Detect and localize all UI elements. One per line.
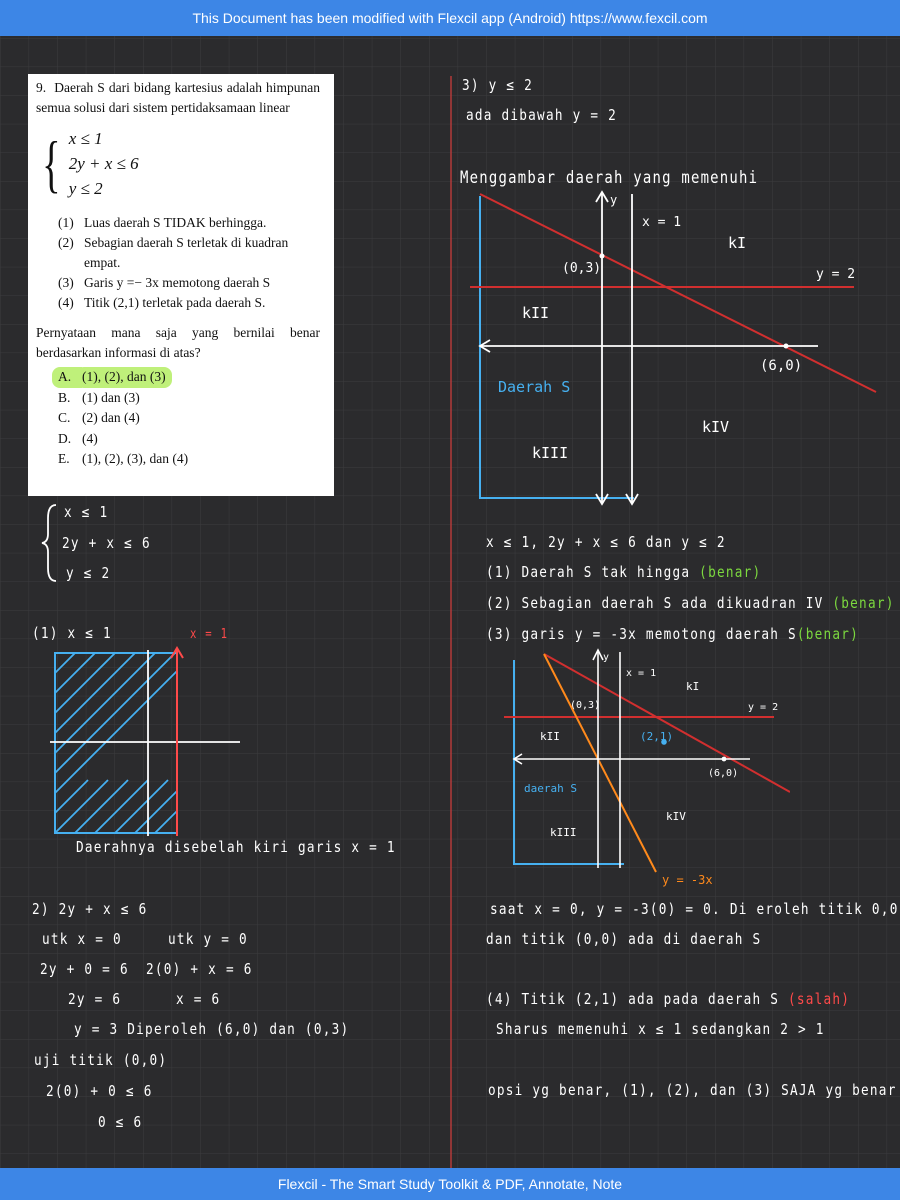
- note-s2: (2) Sebagian daerah S ada dikuadran IV (benar): [486, 594, 895, 612]
- graph-region-s: [462, 186, 882, 506]
- note-part2-h: uji titik (0,0): [34, 1051, 168, 1069]
- note-s4-detail: Sharus memenuhi x ≤ 1 sedangkan 2 > 1: [496, 1020, 825, 1038]
- label-6-0: (6,0): [760, 358, 803, 374]
- label-k4: kIV: [702, 418, 730, 436]
- point-6-0: [722, 757, 727, 762]
- note-part2-f: x = 6: [176, 990, 221, 1008]
- note-s3-detail-1: saat x = 0, y = -3(0) = 0. Di eroleh titik 0,0: [490, 900, 899, 918]
- note-part2-title: 2) 2y + x ≤ 6: [32, 900, 148, 918]
- label-region-s: Daerah S: [498, 378, 571, 396]
- bottom-banner-text: Flexcil - The Smart Study Toolkit & PDF, Annotate, Note: [277, 1176, 623, 1192]
- question-intro: 9. Daerah S dari bidang kartesius adalah himpunan semua solusi dari sistem pertidaksamaan linear: [36, 80, 321, 115]
- bottom-banner: [0, 1168, 900, 1200]
- note-part2-g: y = 3 Diperoleh (6,0) dan (0,3): [74, 1020, 350, 1038]
- label-0-3: (0,3): [570, 700, 601, 711]
- label-k1: kI: [728, 234, 747, 252]
- label-region-s: daerah S: [524, 782, 577, 795]
- verdict-s2: (benar): [832, 594, 895, 612]
- label-x-1: x = 1: [642, 215, 682, 230]
- top-banner: [0, 0, 900, 36]
- verdict-s3: (benar): [796, 625, 860, 643]
- note-s3-detail-2: dan titik (0,0) ada di daerah S: [486, 930, 762, 948]
- inequality-system: [36, 126, 320, 201]
- verdict-s1: (benar): [699, 563, 762, 581]
- label-6-0: (6,0): [708, 768, 739, 779]
- answer-options: [36, 367, 320, 470]
- note-s4: (4) Titik (2,1) ada pada daerah S (salah): [486, 990, 851, 1008]
- note-part1-title: (1) x ≤ 1: [32, 624, 112, 642]
- note-part3-sub: ada dibawah y = 2: [466, 106, 617, 124]
- option-e[interactable]: E. (1), (2), (3), dan (4): [58, 451, 189, 466]
- line-y-minus-3x: [544, 654, 656, 872]
- note-s1: (1) Daerah S tak hingga (benar): [486, 563, 762, 581]
- label-0-3: (0,3): [562, 261, 602, 276]
- note-part2-a: utk x = 0: [42, 930, 122, 948]
- note-sys-1: x ≤ 1: [64, 503, 109, 521]
- note-part1-line-label: x = 1: [190, 627, 229, 642]
- system-line-1: x ≤ 1: [68, 129, 103, 148]
- option-c[interactable]: C. (2) dan (4): [58, 410, 140, 425]
- verdict-s4: (salah): [788, 990, 851, 1008]
- note-sys-3: y ≤ 2: [66, 564, 111, 582]
- note-summary: x ≤ 1, 2y + x ≤ 6 dan y ≤ 2: [486, 533, 726, 551]
- label-k2: kII: [522, 304, 550, 322]
- note-part2-e: 2y = 6: [68, 990, 122, 1008]
- option-d[interactable]: D. (4): [58, 430, 98, 446]
- note-part2-i: 2(0) + 0 ≤ 6: [46, 1082, 153, 1100]
- label-y-minus-3x: y = -3x: [662, 873, 713, 887]
- option-b[interactable]: B. (1) dan (3): [58, 389, 140, 405]
- label-x-1: x = 1: [626, 668, 657, 679]
- note-part2-c: 2y + 0 = 6: [40, 960, 129, 978]
- question-card: [28, 74, 334, 496]
- statement-4: (4) Titik (2,1) terletak pada daerah S.: [58, 295, 266, 310]
- point-0-3: [600, 254, 605, 259]
- note-graph-title: Menggambar daerah yang memenuhi: [460, 168, 759, 188]
- top-banner-text: This Document has been modified with Flexcil app (Android) https://www.fexcil.com: [192, 10, 708, 26]
- label-2-1: (2,1): [640, 730, 674, 743]
- label-y-2: y = 2: [816, 267, 856, 282]
- label-k1: kI: [686, 680, 700, 693]
- graph-x-le-1: [48, 640, 248, 840]
- graph-line-minus-3x: [500, 646, 790, 892]
- label-k2: kII: [540, 730, 560, 743]
- option-a[interactable]: A. (1), (2), dan (3): [58, 367, 320, 388]
- statement-3: (3) Garis y =− 3x memotong daerah S: [58, 275, 271, 290]
- point-6-0: [784, 344, 789, 349]
- label-y: y: [603, 652, 610, 663]
- label-k3: kIII: [550, 826, 577, 839]
- label-y-2: y = 2: [748, 702, 779, 713]
- note-s3: (3) garis y = -3x memotong daerah S(benar): [486, 625, 860, 643]
- question-prompt: Pernyataan mana saja yang bernilai benar berdasarkan informasi di atas?: [36, 325, 320, 360]
- statement-list: [36, 213, 320, 313]
- note-part3-title: 3) y ≤ 2: [462, 76, 534, 94]
- region-outline: [55, 653, 177, 833]
- note-part2-b: utk y = 0: [168, 930, 248, 948]
- statement-2: (2) Sebagian daerah S terletak di kuadran empat.: [58, 235, 289, 270]
- label-k4: kIV: [666, 810, 686, 823]
- system-brace: [40, 502, 60, 584]
- note-part2-d: 2(0) + x = 6: [146, 960, 253, 978]
- statement-1: (1) Luas daerah S TIDAK berhingga.: [58, 215, 267, 230]
- system-line-3: y ≤ 2: [68, 179, 103, 198]
- label-k3: kIII: [532, 444, 569, 462]
- system-line-2: 2y + x ≤ 6: [68, 154, 139, 173]
- note-part2-j: 0 ≤ 6: [98, 1113, 143, 1131]
- note-part1-caption: Daerahnya disebelah kiri garis x = 1: [76, 838, 396, 856]
- line-2y-x-6: [544, 654, 790, 792]
- brace-icon: {: [42, 127, 61, 199]
- note-sys-2: 2y + x ≤ 6: [62, 534, 151, 552]
- note-final-answer: opsi yg benar, (1), (2), dan (3) SAJA yg benar: [488, 1081, 897, 1099]
- label-y: y: [610, 193, 618, 207]
